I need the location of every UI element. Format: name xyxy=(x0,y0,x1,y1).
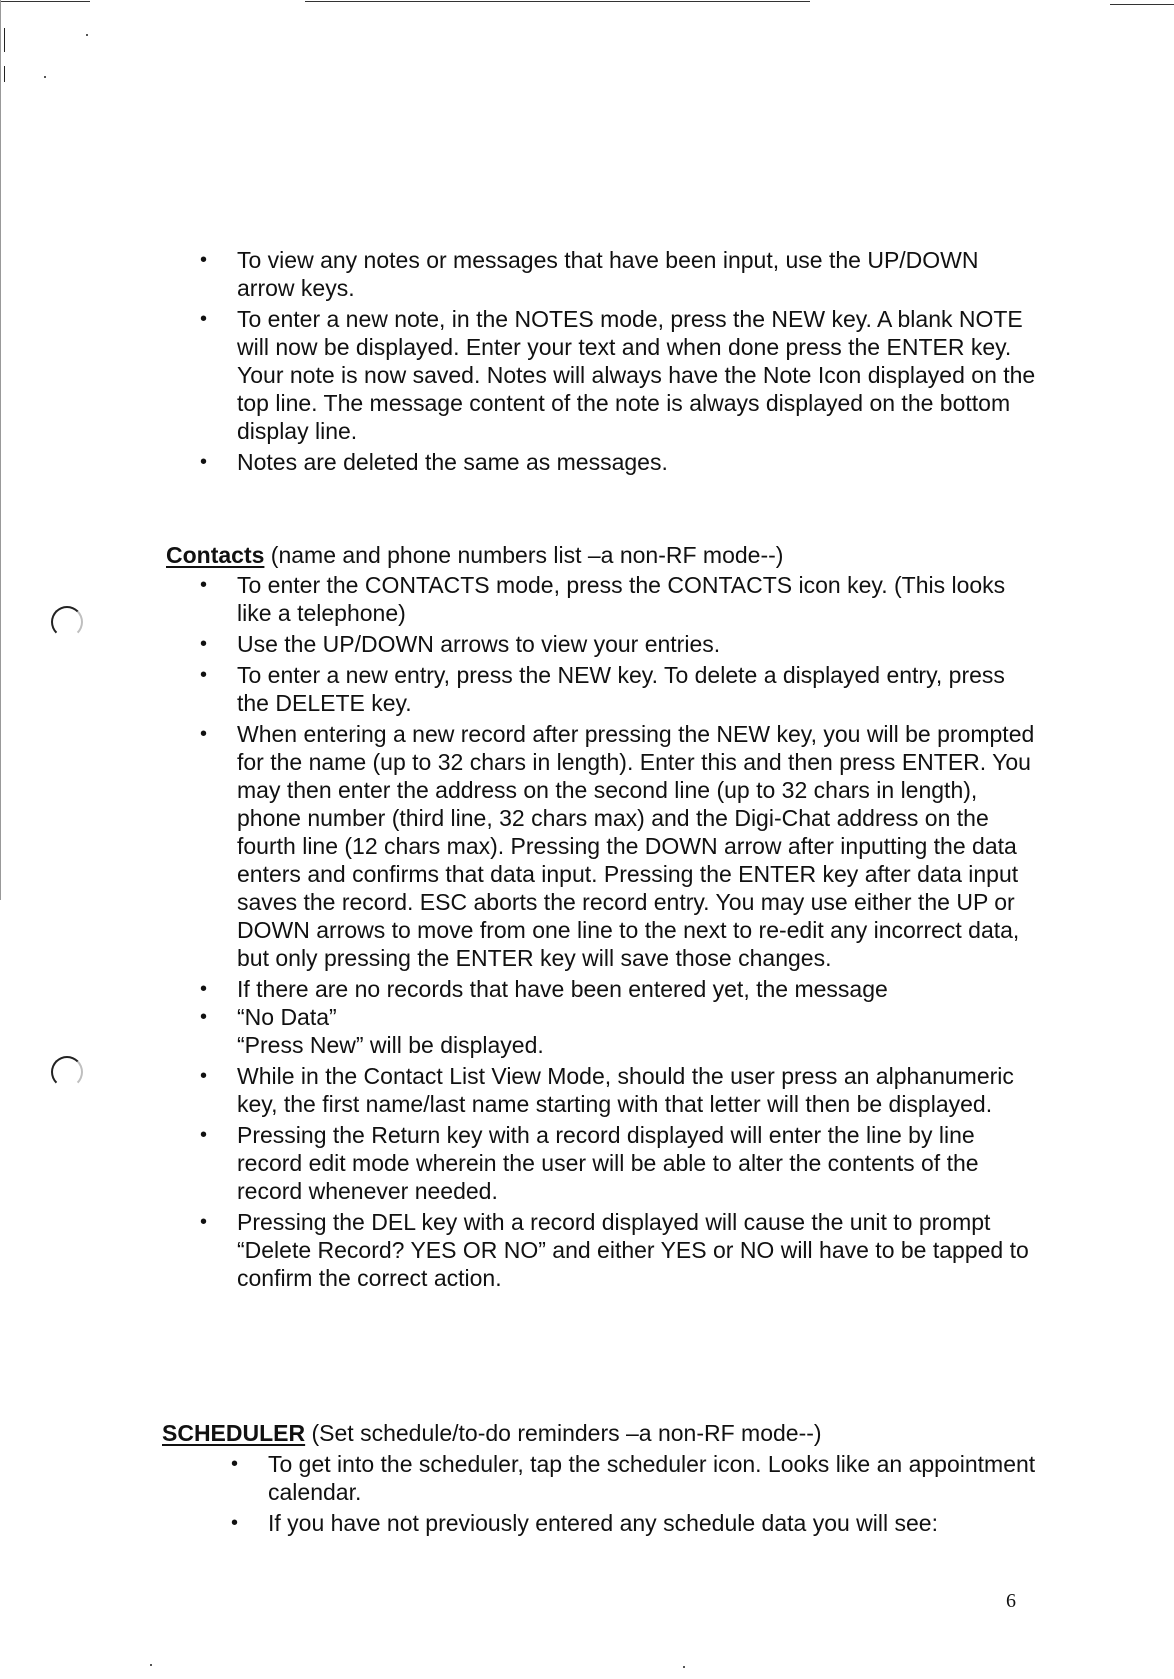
scheduler-bullet-list xyxy=(231,1450,1048,1537)
bullet-icon: • xyxy=(200,308,208,330)
bullet-icon: • xyxy=(200,1124,208,1146)
scheduler-heading-suffix: (Set schedule/to-do reminders –a non-RF mode--) xyxy=(305,1420,822,1446)
list-item: • “No Data” “Press New” will be displayed. xyxy=(200,1004,544,1058)
list-item: • To view any notes or messages that have been input, use the UP/DOWN arrow keys. xyxy=(200,247,979,301)
list-item: • To enter a new entry, press the NEW key. To delete a displayed entry, press the DELETE key. xyxy=(200,662,1005,716)
bullet-icon: • xyxy=(231,1512,239,1534)
scheduler-heading xyxy=(162,1419,822,1447)
no-data-continuation: “Press New” will be displayed. xyxy=(237,1032,544,1058)
list-item: • Pressing the DEL key with a record displayed will cause the unit to prompt “Delete Record? YES OR NO” and either YES or NO will have to be tapped to confirm the correct action. xyxy=(200,1209,1029,1291)
list-item: • If you have not previously entered any schedule data you will see: xyxy=(231,1510,938,1536)
bullet-icon: • xyxy=(200,451,208,473)
scan-speck xyxy=(150,1664,152,1666)
list-item: • To enter the CONTACTS mode, press the CONTACTS icon key. (This looks like a telephone) xyxy=(200,572,1006,626)
bullet-icon: • xyxy=(200,633,208,655)
binder-hole-lower xyxy=(51,1056,83,1088)
bullet-icon: • xyxy=(200,574,208,596)
scan-top-rule-center xyxy=(305,1,810,2)
contacts-heading xyxy=(166,541,783,569)
bullet-icon: • xyxy=(200,1006,208,1028)
scan-speck xyxy=(44,76,46,78)
list-item: • If there are no records that have been entered yet, the message xyxy=(200,976,888,1002)
list-item: • Use the UP/DOWN arrows to view your entries. xyxy=(200,631,721,657)
bullet-icon: • xyxy=(200,978,208,1000)
bullet-icon: • xyxy=(200,249,208,271)
bullet-icon: • xyxy=(200,1211,208,1233)
contacts-heading-suffix: (name and phone numbers list –a non-RF mode--) xyxy=(264,542,784,568)
scheduler-heading-label: SCHEDULER xyxy=(162,1420,306,1446)
scan-speck xyxy=(683,1666,685,1668)
list-item: • To get into the scheduler, tap the scheduler icon. Looks like an appointment calendar. xyxy=(231,1451,1036,1505)
scan-top-rule-right xyxy=(1110,4,1174,5)
bullet-icon: • xyxy=(200,723,208,745)
bullet-icon: • xyxy=(231,1453,239,1475)
page-number: 6 xyxy=(1006,1590,1016,1612)
binder-hole-upper xyxy=(51,606,83,638)
bullet-icon: • xyxy=(200,1065,208,1087)
list-item: • Notes are deleted the same as messages. xyxy=(200,449,668,475)
list-item: • When entering a new record after pressing the NEW key, you will be prompted for the name (up to 32 chars in length). Enter this and then press ENTER. You may then enter the address on the second line (up to 32 chars in length), phone number (third line, 32 chars max) and the Digi-Chat address on the fourth line (12 chars max). Pressing the DOWN arrow after inputting the data enters and confirms that data input. Pressing the ENTER key after data input saves the record. ESC aborts the record entry. You may use either the UP or DOWN arrows to move from one line to the next to re-edit any incorrect data, but only pressing the ENTER key will save those changes. xyxy=(200,721,1035,971)
notes-bullet-list xyxy=(200,246,1037,476)
list-item: • While in the Contact List View Mode, should the user press an alphanumeric key, the first name/last name starting with that letter will then be displayed. xyxy=(200,1063,1014,1117)
scan-left-edge-line xyxy=(0,0,1,900)
scan-top-rule-left xyxy=(0,1,90,2)
scan-left-edge-mark-2 xyxy=(4,66,5,82)
list-item: • To enter a new note, in the NOTES mode, press the NEW key. A blank NOTE will now be displayed. Enter your text and when done press the ENTER key. Your note is now saved. Notes will always have the Note Icon displayed on the top line. The message content of the note is always displayed on the bottom display line. xyxy=(200,306,1036,444)
scan-speck xyxy=(86,34,88,36)
list-item: • Pressing the Return key with a record displayed will enter the line by line record edit mode wherein the user will be able to alter the contents of the record whenever needed. xyxy=(200,1122,979,1204)
contacts-bullet-list xyxy=(200,571,1037,1292)
contacts-heading-label: Contacts xyxy=(166,542,265,568)
scan-left-edge-mark xyxy=(4,28,5,52)
bullet-icon: • xyxy=(200,664,208,686)
